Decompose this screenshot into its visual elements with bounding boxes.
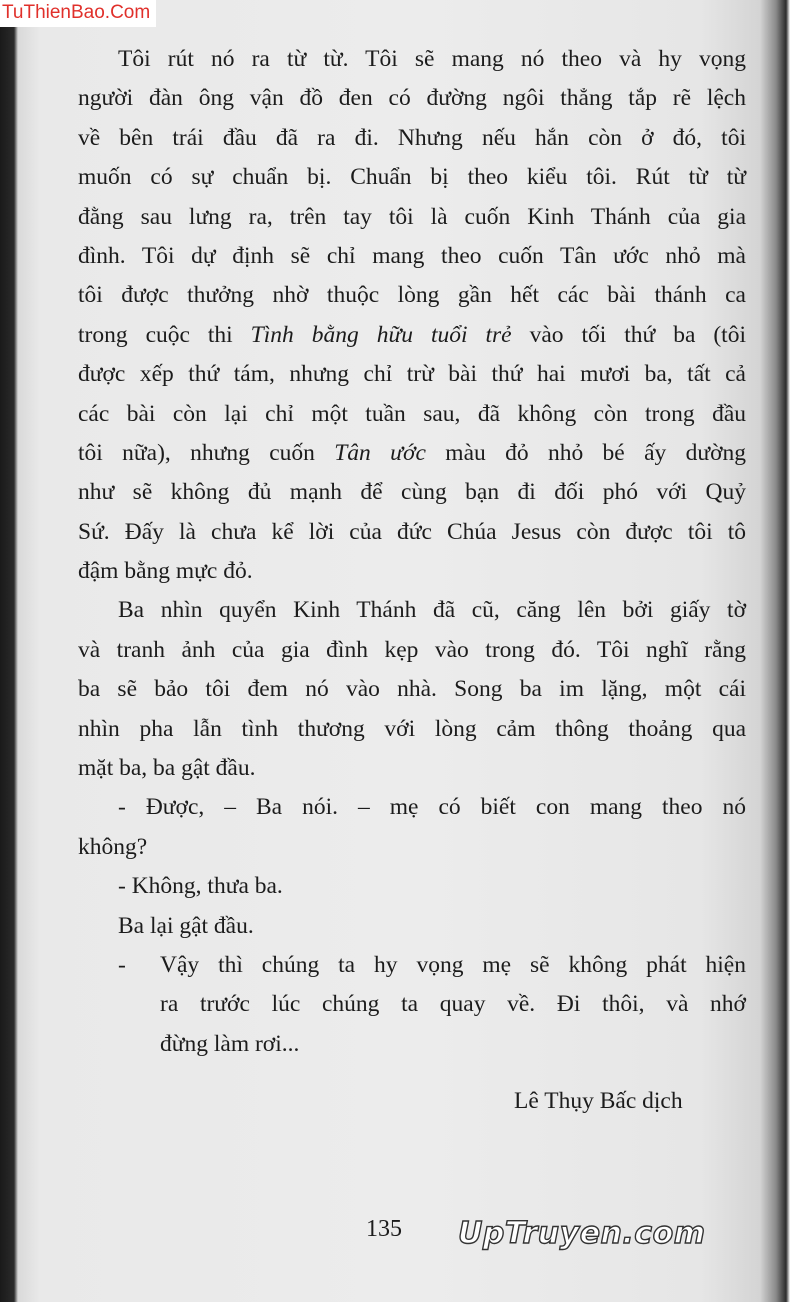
page-number: 135 [366, 1216, 402, 1242]
body-text [78, 40, 746, 1064]
text-line: đình. Tôi dự định sẽ chỉ mang theo cuốn Tân ước nhỏ mà [78, 242, 746, 269]
text-line: Ba nhìn quyển Kinh Thánh đã cũ, căng lên bởi giấy tờ [118, 597, 746, 624]
text-line: được xếp thứ tám, nhưng chỉ trừ bài thứ hai mươi ba, tất cả [78, 361, 746, 388]
watermark-logo: UpTruyen.com [458, 1216, 706, 1251]
text-segment: trong cuộc thi [78, 321, 251, 348]
text-line: đậm bằng mực đỏ. [78, 558, 253, 585]
dialogue-line: - Không, thưa ba. [118, 873, 283, 900]
text-line: Tôi rút nó ra từ từ. Tôi sẽ mang nó theo và hy vọng [118, 46, 746, 72]
text-line: ba sẽ bảo tôi đem nó vào nhà. Song ba im lặng, một cái [78, 676, 746, 703]
translator-signature: Lê Thụy Bấc dịch [514, 1088, 683, 1114]
text-segment: vào tối thứ ba (tôi [511, 321, 746, 348]
text-line [78, 316, 746, 355]
text-line: và tranh ảnh của gia đình kẹp vào trong đó. Tôi nghĩ rằng [78, 636, 746, 663]
text-segment: Vậy thì chúng ta hy vọng mẹ sẽ không phát hiện [160, 951, 746, 978]
book-title: Tình bằng hữu tuổi trẻ [250, 321, 512, 348]
dialogue-line: - Được, – Ba nói. – mẹ có biết con mang theo nó [118, 794, 746, 821]
text-line: người đàn ông vận đồ đen có đường ngôi thẳng tắp rẽ lệch [78, 85, 746, 112]
book-title: Tân ước [334, 439, 426, 466]
dialogue-line: không? [78, 833, 148, 860]
dialogue-line: ra trước lúc chúng ta quay về. Đi thôi, và nhớ [160, 991, 746, 1018]
dialogue-line [78, 946, 746, 985]
text-segment: tôi nữa), nhưng cuốn [78, 439, 335, 466]
text-line: nhìn pha lẫn tình thương với lòng cảm thông thoảng qua [78, 715, 746, 742]
text-line: như sẽ không đủ mạnh để cùng bạn đi đối phó với Quỷ [78, 479, 746, 506]
text-line: các bài còn lại chỉ một tuần sau, đã không còn trong đầu [78, 400, 746, 427]
dialogue-line: đừng làm rơi... [160, 1030, 300, 1057]
dialogue-dash: - [118, 951, 126, 978]
text-line: về bên trái đầu đã ra đi. Nhưng nếu hắn còn ở đó, tôi [78, 124, 746, 151]
text-line [78, 434, 746, 473]
text-segment: màu đỏ nhỏ bé ấy dường [425, 439, 747, 466]
text-line: mặt ba, ba gật đầu. [78, 755, 256, 782]
site-badge[interactable]: TuThienBao.Com [0, 0, 156, 27]
text-line: Sứ. Đấy là chưa kể lời của đức Chúa Jesus còn được tôi tô [78, 518, 746, 545]
text-line: Ba lại gật đầu. [118, 912, 254, 939]
text-line: đằng sau lưng ra, trên tay tôi là cuốn Kinh Thánh của gia [78, 203, 746, 230]
text-line: tôi được thưởng nhờ thuộc lòng gần hết các bài thánh ca [78, 282, 746, 309]
text-line: muốn có sự chuẩn bị. Chuẩn bị theo kiểu tôi. Rút từ từ [78, 164, 746, 191]
